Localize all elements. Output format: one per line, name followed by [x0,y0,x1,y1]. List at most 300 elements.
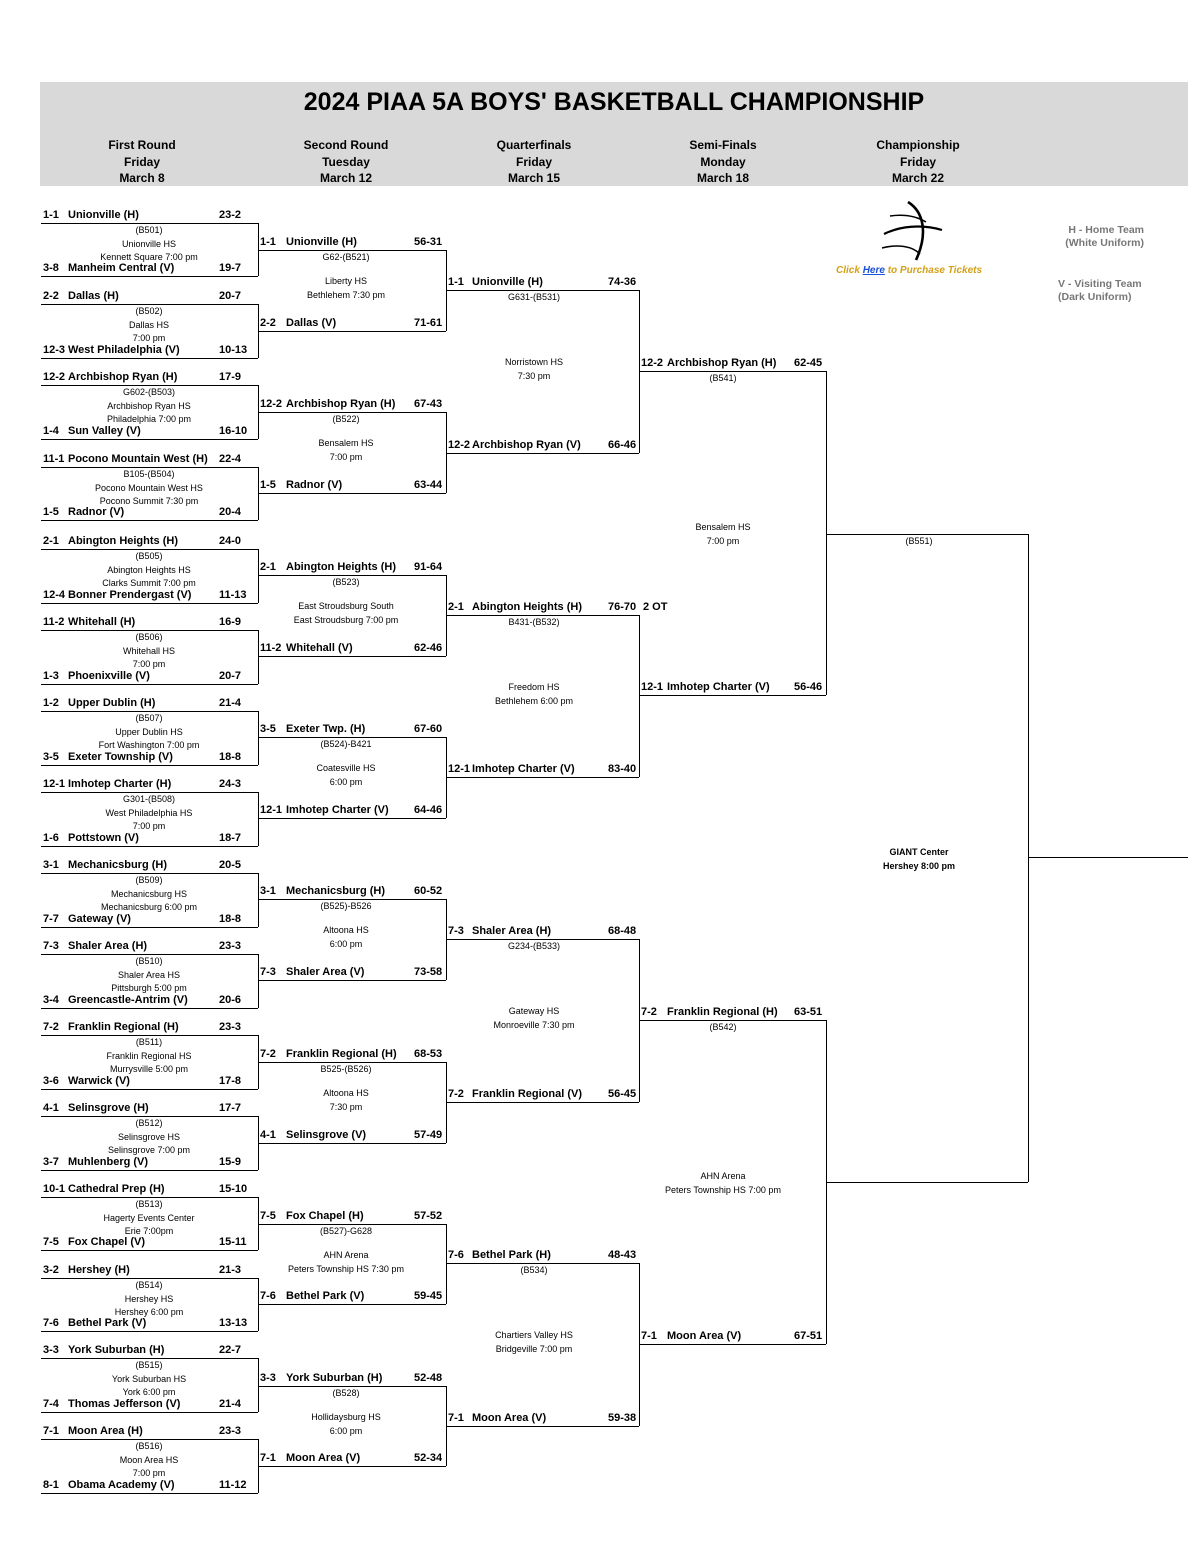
team-name: Fox Chapel (V) [68,1236,146,1248]
game-info-line: Fort Washington 7:00 pm [98,740,200,750]
game-info-line: Abington Heights HS [107,564,191,575]
seed: 1-1 [448,276,464,288]
game-info-line: Moon Area HS [119,1454,179,1465]
round-header [823,137,1013,187]
seed: 7-2 [43,1021,59,1033]
seed: 3-1 [43,859,59,871]
game-info-line: 7:00 pm [132,659,166,669]
seed: 12-3 [43,344,66,356]
game-info [59,955,239,996]
game-info-line: (B523) [332,577,360,587]
basketball-icon [878,200,944,262]
seed: 12-2 [448,439,471,451]
seed: 7-5 [43,1236,59,1248]
team-slot [41,533,258,550]
game-info-line: Bethlehem 7:30 pm [306,289,386,300]
team-name: Imhotep Charter (V) [667,681,770,693]
team-name: Archbishop Ryan (H) [667,357,777,369]
score: 23-2 [219,209,242,221]
game-info-line: Pocono Summit 7:30 pm [99,496,199,506]
team-slot [41,695,258,712]
seed: 7-4 [43,1398,59,1410]
game-info [256,1249,436,1276]
team-name: Moon Area (H) [68,1425,143,1437]
score: 13-13 [219,1317,248,1329]
game-info-line: B105-(B504) [123,469,175,479]
score: 71-61 [414,317,443,329]
game-info-line: GIANT Center [889,847,949,857]
score: 56-31 [414,236,443,248]
seed: 1-5 [43,506,59,518]
score: 17-8 [219,1075,242,1087]
score: 83-40 [608,763,637,775]
score: 52-34 [414,1452,443,1464]
game-info [444,1264,624,1278]
game-info-line: (B502) [135,306,163,316]
score: 63-51 [794,1006,823,1018]
game-info-line: Franklin Regional HS [106,1050,192,1061]
game-info-line: (B505) [135,551,163,561]
game-info [444,616,624,630]
game-info-line: Hershey 8:00 pm [882,860,956,871]
seed: 4-1 [260,1129,276,1141]
team-slot [41,776,258,793]
team-name: York Suburban (H) [286,1372,383,1384]
game-info [256,1063,436,1077]
score: 21-4 [219,697,242,709]
team-name: Pottstown (V) [68,832,139,844]
team-name: Upper Dublin (H) [68,697,156,709]
round-header-day: Friday [123,154,160,169]
game-info [59,1440,239,1481]
game-info-line: 7:00 pm [329,451,363,462]
seed: 1-5 [260,479,276,491]
team-name: Shaler Area (H) [68,940,148,952]
game-info-line: (B551) [905,536,933,546]
team-name: Sun Valley (V) [68,425,141,437]
team-name: Bethel Park (H) [472,1249,551,1261]
team-name: Dallas (H) [68,290,119,302]
game-info [59,1359,239,1400]
score: 19-7 [219,262,242,274]
final-venue [859,846,979,873]
game-info [444,1329,624,1356]
score: 23-3 [219,940,242,952]
seed: 7-6 [448,1249,464,1261]
round-header-date: March 15 [507,171,561,185]
game-info [256,437,436,464]
team-name: Abington Heights (H) [472,601,582,613]
score: 48-43 [608,1249,637,1261]
team-slot [446,274,639,291]
seed: 12-1 [43,778,66,790]
seed: 12-1 [448,763,471,775]
game-info-line: (B525)-B526 [320,901,372,911]
score: 67-60 [414,723,443,735]
team-slot [41,207,258,224]
game-info-line: 7:00 pm [132,1468,166,1478]
game-info-line: Altoona HS [323,925,369,935]
team-name: Archbishop Ryan (H) [68,371,178,383]
round-header-name: Championship [876,138,960,152]
score: 23-3 [219,1425,242,1437]
score: 17-7 [219,1102,242,1114]
game-info-line: (B527)-G628 [319,1226,373,1236]
game-info-line: Whitehall HS [122,645,176,656]
seed: 3-3 [260,1372,276,1384]
final-slot [826,518,1028,535]
score: 74-36 [608,276,637,288]
game-info [59,468,239,509]
score: 18-7 [219,832,242,844]
game-info [256,924,436,951]
team-name: Dallas (V) [286,317,337,329]
team-slot [639,355,826,372]
team-name: Greencastle-Antrim (V) [68,994,188,1006]
game-info-line: Bridgeville 7:00 pm [495,1343,573,1354]
team-slot [41,288,258,305]
seed: 1-1 [260,236,276,248]
game-info [59,712,239,753]
game-info-line: Archbishop Ryan HS [107,400,191,411]
round-header-name: Quarterfinals [496,138,572,152]
team-name: Gateway (V) [68,913,131,925]
score: 15-10 [219,1183,248,1195]
seed: 3-3 [43,1344,59,1356]
seed: 3-5 [260,723,276,735]
game-info-line: Upper Dublin HS [115,726,183,737]
team-name: Phoenixville (V) [68,670,150,682]
team-name: Bethel Park (V) [68,1317,147,1329]
score: 10-13 [219,344,248,356]
score: 16-10 [219,425,248,437]
team-slot [41,857,258,874]
game-info [256,576,436,590]
game-info [633,521,813,548]
team-name: Hershey (H) [68,1264,130,1276]
game-info [256,900,436,914]
game-info [633,1170,813,1197]
team-name: Manheim Central (V) [68,262,175,274]
game-info-line: Peters Township HS 7:30 pm [288,1263,404,1274]
seed: 7-2 [260,1048,276,1060]
score: 23-3 [219,1021,242,1033]
team-name: West Philadelphia (V) [68,344,180,356]
team-name: Bonner Prendergast (V) [68,589,192,601]
seed: 7-6 [43,1317,59,1329]
team-slot [41,1100,258,1117]
game-info-line: Hershey 6:00 pm [114,1307,184,1317]
score: 20-7 [219,290,242,302]
team-name: Unionville (H) [68,209,139,221]
game-info-line: 7:00 pm [132,821,166,831]
team-name: Shaler Area (V) [286,966,365,978]
score: 91-64 [414,561,443,573]
score: 21-3 [219,1264,242,1276]
team-slot [41,1262,258,1279]
round-header-name: Second Round [303,138,389,152]
game-info-line: (B501) [135,225,163,235]
score: 21-4 [219,1398,242,1410]
seed: 7-5 [260,1210,276,1222]
game-info-line: 7:00 pm [706,535,740,546]
game-info-line: (B515) [135,1360,163,1370]
score: 24-0 [219,535,242,547]
round-header [47,137,237,187]
game-info-line: (B513) [135,1199,163,1209]
seed: 7-1 [260,1452,276,1464]
game-info [59,305,239,346]
team-slot [258,559,446,576]
team-slot [446,761,639,778]
round-header [628,137,818,187]
team-slot [258,802,446,819]
seed: 7-2 [641,1006,657,1018]
seed: 4-1 [43,1102,59,1114]
team-slot [41,1423,258,1440]
game-info [256,762,436,789]
team-slot [258,477,446,494]
team-name: Mechanicsburg (H) [68,859,168,871]
score: 52-48 [414,1372,443,1384]
seed: 11-1 [43,453,65,465]
round-header-day: Friday [515,154,552,169]
team-name: Imhotep Charter (V) [472,763,575,775]
team-name: Cathedral Prep (H) [68,1183,165,1195]
score: 18-8 [219,913,242,925]
game-info-line: Unionville HS [121,238,177,249]
seed: 7-1 [641,1330,657,1342]
seed: 1-6 [43,832,59,844]
score: 76-70 [608,601,637,613]
game-info [256,600,436,627]
champion-slot [1028,841,1188,858]
seed: 2-1 [448,601,464,613]
score: 64-46 [414,804,443,816]
team-name: Obama Academy (V) [68,1479,175,1491]
team-slot [41,938,258,955]
game-info [256,1087,436,1114]
team-name: Imhotep Charter (V) [286,804,389,816]
team-name: Whitehall (H) [68,616,136,628]
seed: 2-2 [43,290,59,302]
team-name: Radnor (V) [286,479,343,491]
round-header-name: Semi-Finals [689,138,757,152]
round-header-day: Monday [700,154,746,169]
round-header-date: March 22 [891,171,945,185]
game-info [256,1225,436,1239]
game-info [256,413,436,427]
team-name: Thomas Jefferson (V) [68,1398,181,1410]
team-slot [41,451,258,468]
game-info-line: (B522) [332,414,360,424]
seed: 7-6 [260,1290,276,1302]
team-name: Radnor (V) [68,506,125,518]
game-info [59,386,239,427]
seed: 7-3 [260,966,276,978]
game-info-line: G301-(B508) [122,794,176,804]
game-info [59,550,239,591]
game-info-line: 6:00 pm [329,776,363,787]
round-header [439,137,629,187]
seed: 3-2 [43,1264,59,1276]
team-slot [41,1019,258,1036]
game-info [256,738,436,752]
seed: 3-4 [43,994,59,1006]
game-info-line: (B514) [135,1280,163,1290]
team-slot [41,1181,258,1198]
seed: 1-3 [43,670,59,682]
game-info [633,372,813,386]
team-name: Franklin Regional (V) [472,1088,583,1100]
team-slot [446,1410,639,1427]
round-header [251,137,441,187]
game-info-line: Altoona HS [323,1088,369,1098]
team-slot [258,721,446,738]
seed: 3-8 [43,262,59,274]
team-name: Imhotep Charter (H) [68,778,172,790]
round-header-day: Tuesday [322,154,370,169]
game-info-line: Monroeville 7:30 pm [493,1019,575,1030]
ticket-link[interactable]: Click Here to Purchase Tickets [836,265,983,276]
seed: 7-1 [448,1412,464,1424]
score: 68-48 [608,925,637,937]
game-info-line: Bensalem HS [695,522,751,532]
game-info-line: (B510) [135,956,163,966]
score: 11-13 [219,589,247,601]
score: 18-8 [219,751,242,763]
bracket-connector [258,792,259,846]
seed: 12-2 [641,357,664,369]
team-name: Mechanicsburg (H) [286,885,386,897]
team-slot [446,1247,639,1264]
game-info-line: B431-(B532) [508,617,560,627]
seed: 7-3 [43,940,59,952]
team-slot [446,923,639,940]
legend-home: H - Home Team (White Uniform) [1065,224,1144,249]
game-info-line: 7:00 pm [132,333,166,343]
seed: 1-1 [43,209,59,221]
team-slot [446,437,639,454]
game-info-line: Clarks Summit 7:00 pm [102,578,196,588]
seed: 7-1 [43,1425,59,1437]
game-info-line: G602-(B503) [122,387,176,397]
score: 56-45 [608,1088,637,1100]
game-info [59,1198,239,1239]
team-slot [258,1046,446,1063]
game-info-line: Norristown HS [504,357,563,367]
header-band [40,82,1188,186]
seed: 11-2 [43,616,65,628]
game-info [59,874,239,915]
game-info-line: York Suburban HS [111,1373,187,1384]
round-header-date: March 8 [119,171,165,185]
seed: 2-1 [260,561,276,573]
game-info [59,631,239,672]
game-info-line: G234-(B533) [507,941,561,951]
seed: 2-2 [260,317,276,329]
game-info-line: Shaler Area HS [117,969,181,980]
score: 20-7 [219,670,242,682]
seed: 12-1 [260,804,283,816]
team-name: Shaler Area (H) [472,925,552,937]
game-info [256,1411,436,1438]
game-info-line: Freedom HS [508,682,560,692]
bracket-connector [258,630,259,684]
game-info-line: B525-(B526) [320,1064,372,1074]
team-name: Unionville (H) [472,276,543,288]
game-info-line: (B542) [709,1022,737,1032]
team-name: York Suburban (H) [68,1344,165,1356]
game-info-line: (B534) [520,1265,548,1275]
game-info-line: 7:30 pm [329,1101,363,1112]
team-slot [639,1004,826,1021]
team-name: Selinsgrove (H) [68,1102,149,1114]
game-info-line: (B541) [709,373,737,383]
team-name: Franklin Regional (H) [667,1006,778,1018]
team-slot [258,1208,446,1225]
team-slot [258,396,446,413]
seed: 3-5 [43,751,59,763]
game-info-line: G631-(B531) [507,292,561,302]
game-info-line: (B528) [332,1388,360,1398]
game-info-line: Hagerty Events Center [103,1212,195,1223]
round-header-day: Friday [899,154,936,169]
game-info-line: (B507) [135,713,163,723]
game-info-line: Bethlehem 6:00 pm [494,695,574,706]
bracket-connector [639,615,640,777]
bracket-connector [1028,534,1029,1182]
team-slot [446,599,668,616]
game-info-line: (B512) [135,1118,163,1128]
team-name: Abington Heights (H) [68,535,178,547]
team-name: Archbishop Ryan (V) [472,439,581,451]
team-name: Selinsgrove (V) [286,1129,367,1141]
game-info-line: (B511) [135,1037,163,1047]
game-info [444,1005,624,1032]
score: 20-4 [219,506,242,518]
game-info-line: 6:00 pm [329,1425,363,1436]
team-slot [639,679,826,696]
game-info-line: Dallas HS [128,319,169,330]
game-info-line: 7:30 pm [517,370,551,381]
team-name: Moon Area (V) [667,1330,742,1342]
game-info-line: Erie 7:00pm [124,1226,174,1236]
game-info-line: AHN Arena [323,1250,369,1260]
score: 62-45 [794,357,823,369]
team-name: Unionville (H) [286,236,357,248]
round-header-date: March 18 [696,171,750,185]
game-info-line: (B524)-B421 [320,739,372,749]
team-name: Whitehall (V) [286,642,353,654]
game-info-line: (B509) [135,875,163,885]
team-name: Fox Chapel (H) [286,1210,364,1222]
game-info [59,1117,239,1158]
score: 15-9 [219,1156,242,1168]
game-info-line: West Philadelphia HS [105,807,193,818]
seed: 3-1 [260,885,276,897]
score: 22-7 [219,1344,242,1356]
team-name: Moon Area (V) [472,1412,547,1424]
game-info-line: Coatesville HS [316,763,376,773]
game-info [59,1279,239,1320]
score: 62-46 [414,642,443,654]
team-name: Archbishop Ryan (H) [286,398,396,410]
game-info [59,1036,239,1077]
seed: 10-1 [43,1183,66,1195]
score: 68-53 [414,1048,443,1060]
game-info-line: Mechanicsburg HS [110,888,188,899]
